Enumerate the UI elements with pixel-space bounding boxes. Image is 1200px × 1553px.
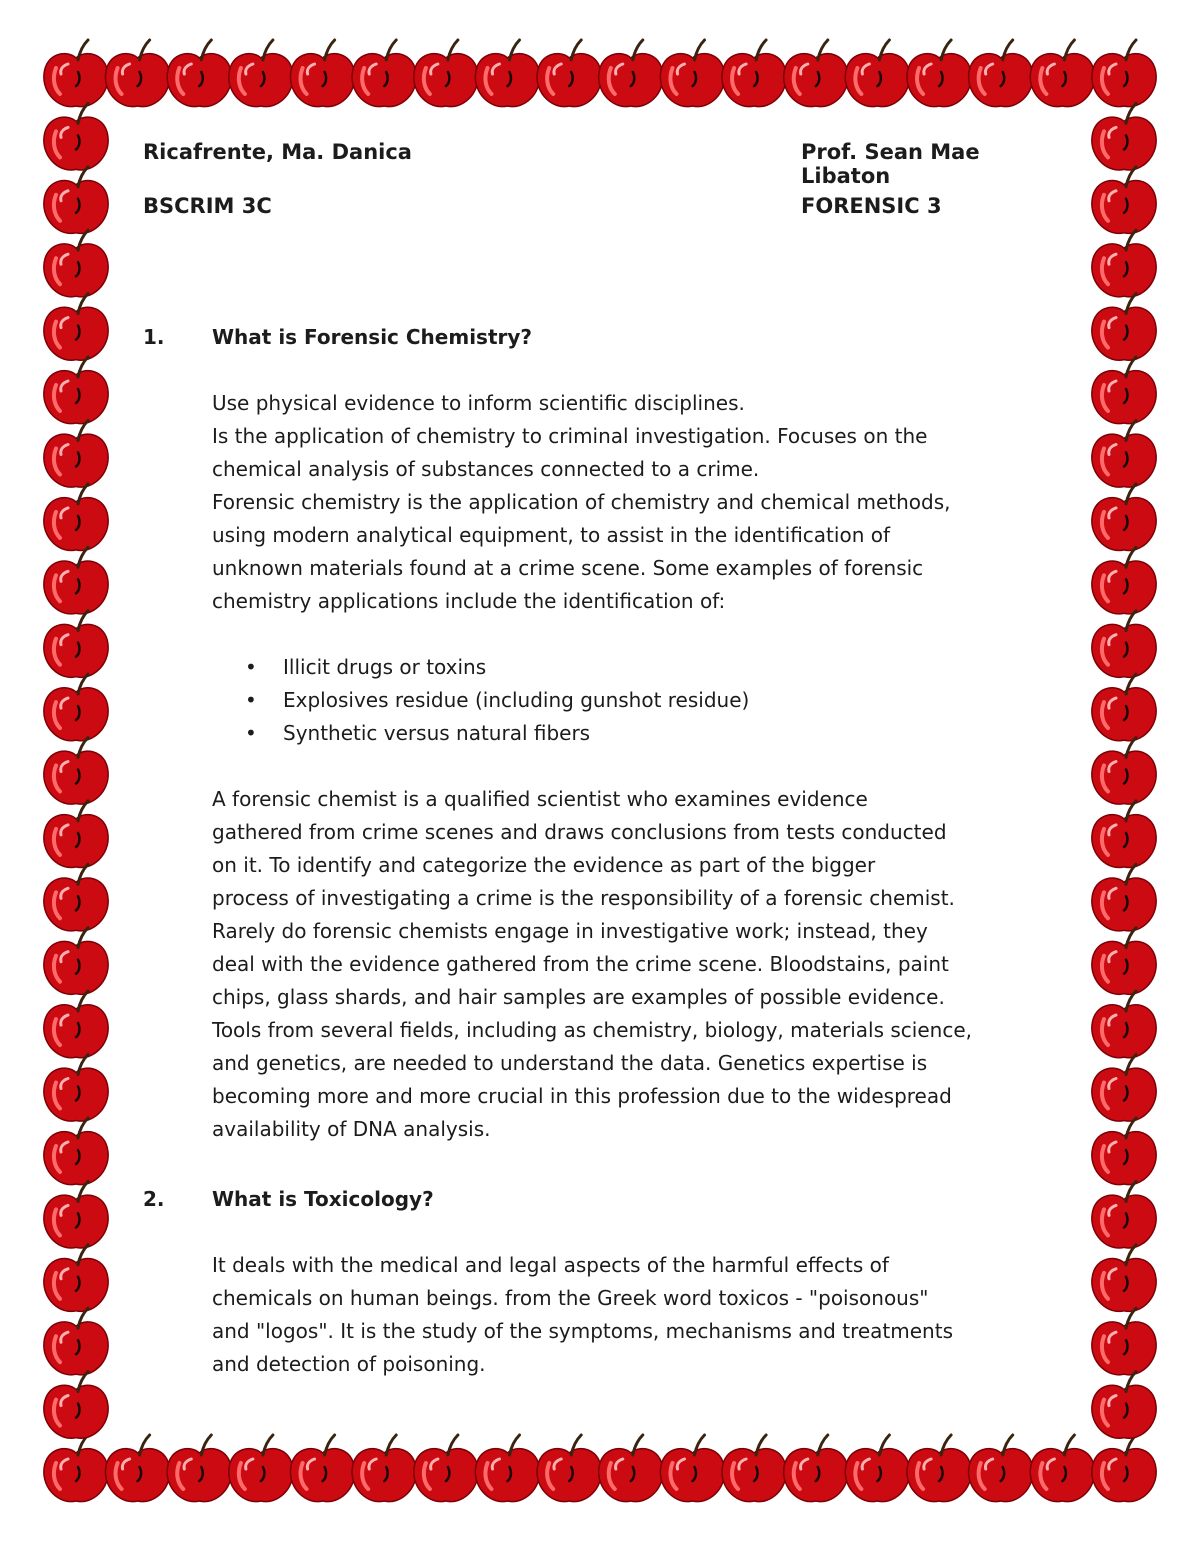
apple-icon <box>1030 1435 1094 1502</box>
list-item: • Illicit drugs or toxins <box>212 651 1063 684</box>
apple-icon <box>44 40 108 107</box>
apple-icon <box>1092 1372 1156 1439</box>
apple-icon <box>1092 928 1156 995</box>
examples-list <box>212 651 1063 750</box>
apple-icon <box>290 40 354 107</box>
apple-icon <box>1092 1308 1156 1375</box>
apple-icon <box>44 230 108 297</box>
answer-line: chemical analysis of substances connected to a crime. <box>212 457 760 481</box>
apple-icon <box>1092 167 1156 234</box>
apple-icon <box>1092 864 1156 931</box>
apple-icon <box>660 40 724 107</box>
apple-icon <box>1092 547 1156 614</box>
apple-icon <box>907 40 971 107</box>
apple-icon <box>1092 674 1156 741</box>
paragraph-line: Rarely do forensic chemists engage in investigative work; instead, they <box>212 919 928 943</box>
question-1-heading <box>143 320 1063 354</box>
apple-icon <box>105 40 169 107</box>
apple-icon <box>229 40 293 107</box>
class-section: BSCRIM 3C <box>143 194 272 218</box>
answer-line: chemicals on human beings. from the Greek word toxicos - "poisonous" <box>212 1286 929 1310</box>
question-1-answer <box>212 387 1063 1146</box>
apple-icon <box>1092 738 1156 805</box>
apple-icon <box>44 294 108 361</box>
apple-icon <box>44 103 108 170</box>
apple-icon <box>414 40 478 107</box>
question-2-number: 2. <box>143 1187 165 1211</box>
apple-icon <box>1092 40 1156 107</box>
header-row-1 <box>143 140 1063 188</box>
apple-icon <box>44 1181 108 1248</box>
apple-icon <box>44 674 108 741</box>
paragraph-line: A forensic chemist is a qualified scientist who examines evidence <box>212 787 868 811</box>
apple-icon <box>167 40 231 107</box>
apple-icon <box>229 1435 293 1502</box>
apple-icon <box>1092 421 1156 488</box>
paragraph-line: on it. To identify and categorize the evidence as part of the bigger <box>212 853 876 877</box>
apple-icon <box>537 40 601 107</box>
apple-icon <box>1092 1245 1156 1312</box>
apple-icon <box>907 1435 971 1502</box>
question-2-heading <box>143 1182 1063 1216</box>
apple-icon <box>105 1435 169 1502</box>
apple-icon <box>44 357 108 424</box>
apple-icon <box>44 801 108 868</box>
apple-icon <box>537 1435 601 1502</box>
apple-icon <box>599 40 663 107</box>
apple-icon <box>1092 103 1156 170</box>
answer-line: It deals with the medical and legal aspects of the harmful effects of <box>212 1253 889 1277</box>
apple-icon <box>1092 1181 1156 1248</box>
apple-icon <box>167 1435 231 1502</box>
apple-icon <box>44 738 108 805</box>
apple-icon <box>44 991 108 1058</box>
apple-icon <box>44 1245 108 1312</box>
apple-icon <box>845 40 909 107</box>
apple-icon <box>44 421 108 488</box>
question-2-title: What is Toxicology? <box>212 1187 434 1211</box>
apple-icon <box>969 40 1033 107</box>
paragraph-line: becoming more and more crucial in this profession due to the widespread <box>212 1084 952 1108</box>
apple-icon <box>44 1308 108 1375</box>
apple-icon <box>352 40 416 107</box>
apple-icon <box>1092 484 1156 551</box>
course-code: FORENSIC 3 <box>801 194 942 218</box>
answer-line: unknown materials found at a crime scene. Some examples of forensic <box>212 556 924 580</box>
apple-icon <box>969 1435 1033 1502</box>
apple-icon <box>1092 1055 1156 1122</box>
paragraph-line: Tools from several fields, including as chemistry, biology, materials science, <box>212 1018 972 1042</box>
apple-icon <box>44 547 108 614</box>
apple-icon <box>352 1435 416 1502</box>
apple-icon <box>722 40 786 107</box>
apple-icon <box>44 1118 108 1185</box>
apple-icon <box>599 1435 663 1502</box>
apple-icon <box>784 1435 848 1502</box>
paragraph-line: availability of DNA analysis. <box>212 1117 491 1141</box>
apple-icon <box>660 1435 724 1502</box>
paragraph-line: process of investigating a crime is the responsibility of a forensic chemist. <box>212 886 955 910</box>
document-content <box>143 140 1063 1381</box>
professor-name: Prof. Sean Mae Libaton <box>801 140 980 188</box>
apple-icon <box>1092 230 1156 297</box>
apple-icon <box>44 1055 108 1122</box>
apple-icon <box>1092 1435 1156 1502</box>
answer-line: Use physical evidence to inform scientific disciplines. <box>212 391 745 415</box>
apple-icon <box>44 864 108 931</box>
apple-icon <box>44 167 108 234</box>
apple-icon <box>475 1435 539 1502</box>
apple-icon <box>1092 357 1156 424</box>
answer-line: chemistry applications include the identification of: <box>212 589 726 613</box>
apple-icon <box>784 40 848 107</box>
answer-line: Forensic chemistry is the application of chemistry and chemical methods, <box>212 490 951 514</box>
apple-icon <box>845 1435 909 1502</box>
apple-icon <box>722 1435 786 1502</box>
paragraph-line: chips, glass shards, and hair samples are examples of possible evidence. <box>212 985 945 1009</box>
paragraph-line: deal with the evidence gathered from the crime scene. Bloodstains, paint <box>212 952 949 976</box>
apple-icon <box>290 1435 354 1502</box>
answer-line: and "logos". It is the study of the symptoms, mechanisms and treatments <box>212 1319 953 1343</box>
apple-icon <box>1092 991 1156 1058</box>
header-row-2 <box>143 194 1063 226</box>
apple-icon <box>44 611 108 678</box>
apple-icon <box>1092 294 1156 361</box>
question-2-answer <box>212 1249 1063 1381</box>
student-name: Ricafrente, Ma. Danica <box>143 140 412 164</box>
apple-icon <box>44 928 108 995</box>
answer-line: Is the application of chemistry to criminal investigation. Focuses on the <box>212 424 928 448</box>
apple-icon <box>414 1435 478 1502</box>
apple-icon <box>1030 40 1094 107</box>
paragraph-line: gathered from crime scenes and draws conclusions from tests conducted <box>212 820 947 844</box>
answer-line: using modern analytical equipment, to assist in the identification of <box>212 523 890 547</box>
question-1-title: What is Forensic Chemistry? <box>212 325 533 349</box>
apple-icon <box>1092 1118 1156 1185</box>
apple-icon <box>1092 801 1156 868</box>
paragraph-line: and genetics, are needed to understand the data. Genetics expertise is <box>212 1051 928 1075</box>
apple-icon <box>44 484 108 551</box>
apple-icon <box>475 40 539 107</box>
question-1-number: 1. <box>143 325 165 349</box>
list-item: • Explosives residue (including gunshot residue) <box>212 684 1063 717</box>
apple-icon <box>44 1372 108 1439</box>
list-item: • Synthetic versus natural fibers <box>212 717 1063 750</box>
apple-icon <box>44 1435 108 1502</box>
apple-icon <box>1092 611 1156 678</box>
answer-line: and detection of poisoning. <box>212 1352 486 1376</box>
